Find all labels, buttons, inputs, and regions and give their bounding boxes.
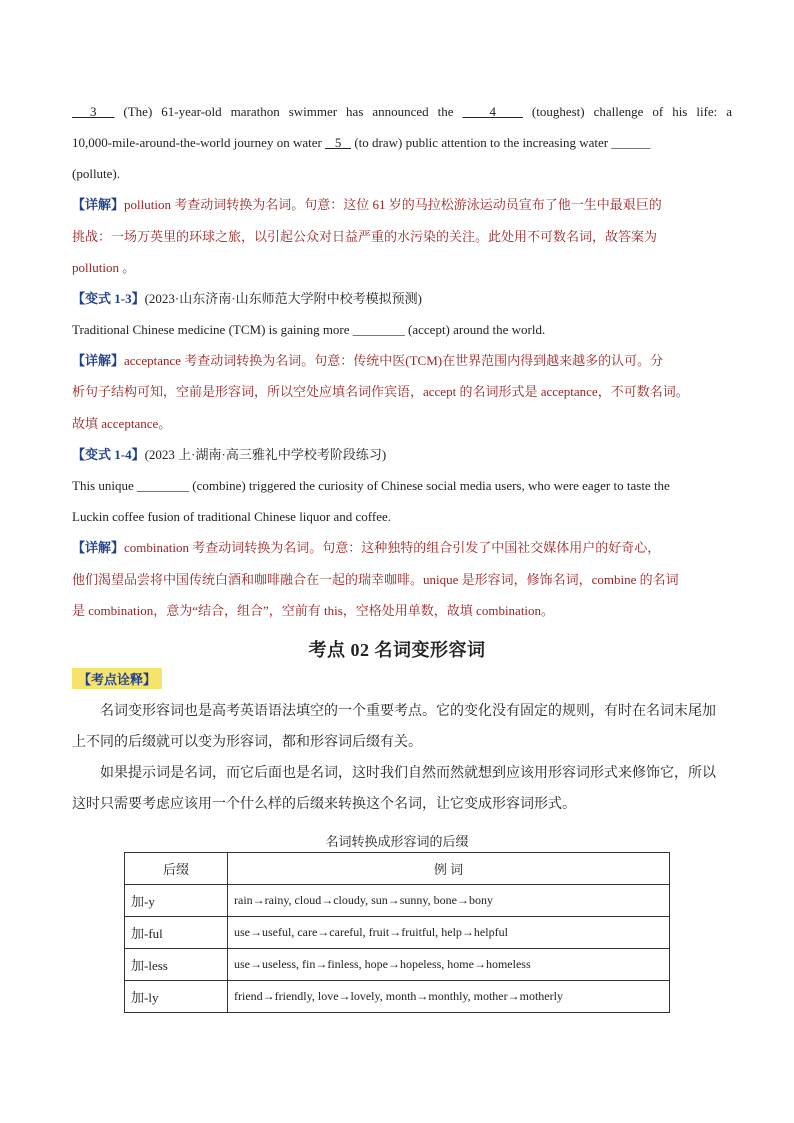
header-examples: 例 词 [228, 853, 670, 885]
examples-cell: use→useful, care→careful, fruit→fruitful, help→helpful [228, 917, 670, 949]
table-row [125, 885, 670, 917]
text: 10,000-mile-around-the-world journey on water [72, 135, 326, 150]
suffix-cell: 加-less [125, 949, 228, 981]
section-title: 考点 02 名词变形容词 [308, 640, 486, 660]
explanation-text: combination 考查动词转换为名词。句意：这种独特的组合引发了中国社交媒体用户的好奇心， [124, 540, 661, 555]
explanation-text: pollution 考查动词转换为名词。句意：这位 61 岁的马拉松游泳运动员宣布了他一生中最艰巨的 [124, 197, 662, 212]
explanation-text: acceptance 考查动词转换为名词。句意：传统中医(TCM)在世界范围内得到越来越多的认可。分 [124, 353, 664, 368]
explanation-line: 故填 acceptance。 [72, 416, 172, 431]
text: (to draw) public attention to the increasing water ______ [351, 135, 651, 150]
examples-cell: rain→rainy, cloud→cloudy, sun→sunny, bone→bony [228, 885, 670, 917]
explanation-line: 析句子结构可知，空前是形容词，所以空处应填名词作宾语，accept 的名词形式是 acceptance，不可数名词。 [72, 384, 689, 399]
variant-heading [72, 291, 732, 307]
explanation-label: 【详解】 [72, 197, 125, 212]
header-suffix: 后缀 [125, 853, 228, 885]
blank-5: 5 [334, 135, 342, 150]
text: (The) 61-year-old marathon swimmer has announced the [114, 104, 463, 119]
explanation-label: 【详解】 [72, 353, 125, 368]
table-row [125, 981, 670, 1013]
question-line: This unique ________ (combine) triggered the curiosity of Chinese social media users, who were eager to taste the [72, 478, 670, 493]
examples-cell: friend→friendly, love→lovely, month→monthly, mother→motherly [228, 981, 670, 1013]
question-line: (pollute). [72, 166, 121, 181]
paragraph-line: 如果提示词是名词，而它后面也是名词，这时我们自然而然就想到应该用形容词形式来修饰它，所以 [100, 766, 716, 781]
table-row [125, 949, 670, 981]
blank-3: 3 [89, 104, 97, 119]
examples-cell: use→useless, fin→finless, hope→hopeless, home→homeless [228, 949, 670, 981]
variant-label: 【变式 1-4】 [72, 447, 145, 462]
variant-label: 【变式 1-3】 [72, 291, 145, 306]
variant-source: (2023·山东济南·山东师范大学附中校考模拟预测) [144, 291, 422, 306]
question-line: Traditional Chinese medicine (TCM) is gaining more ________ (accept) around the world. [72, 322, 546, 337]
explanation-line: pollution 。 [72, 260, 136, 275]
explanation-line: 挑战：一场万英里的环球之旅，以引起公众对日益严重的水污染的关注。此处用不可数名词，故答案为 [72, 229, 658, 244]
suffix-cell: 加-y [125, 885, 228, 917]
suffix-table [124, 852, 670, 1013]
section-badge: 【考点诠释】 [72, 668, 162, 689]
paragraph-line: 这时只需要考虑应该用一个什么样的后缀来转换这个名词，让它变成形容词形式。 [72, 797, 576, 812]
table-caption: 名词转换成形容词的后缀 [325, 834, 469, 849]
table-header-row [125, 853, 670, 885]
blank-4: 4 [489, 104, 496, 119]
explanation-line [72, 197, 732, 213]
variant-heading [72, 447, 732, 463]
paragraph-line: 上不同的后缀就可以变为形容词，都和形容词后缀有关。 [72, 735, 422, 750]
question-line [72, 135, 732, 151]
explanation-line: 他们渴望品尝将中国传统白酒和咖啡融合在一起的瑞幸咖啡。unique 是形容词，修饰名词，combine 的名词 [72, 572, 679, 587]
variant-source: (2023 上·湖南·高三雅礼中学校考阶段练习) [144, 447, 387, 462]
explanation-label: 【详解】 [72, 540, 125, 555]
explanation-line: 是 combination，意为“结合，组合”，空前有 this，空格处用单数，故填 combination。 [72, 603, 555, 618]
suffix-cell: 加-ful [125, 917, 228, 949]
question-line [72, 104, 732, 120]
paragraph-line: 名词变形容词也是高考英语语法填空的一个重要考点。它的变化没有固定的规则，有时在名词末尾加 [100, 704, 716, 719]
suffix-cell: 加-ly [125, 981, 228, 1013]
explanation-line [72, 353, 732, 369]
table-row [125, 917, 670, 949]
explanation-line [72, 540, 732, 556]
question-line: Luckin coffee fusion of traditional Chinese liquor and coffee. [72, 509, 392, 524]
text: (toughest) challenge of his life: a [522, 104, 733, 119]
